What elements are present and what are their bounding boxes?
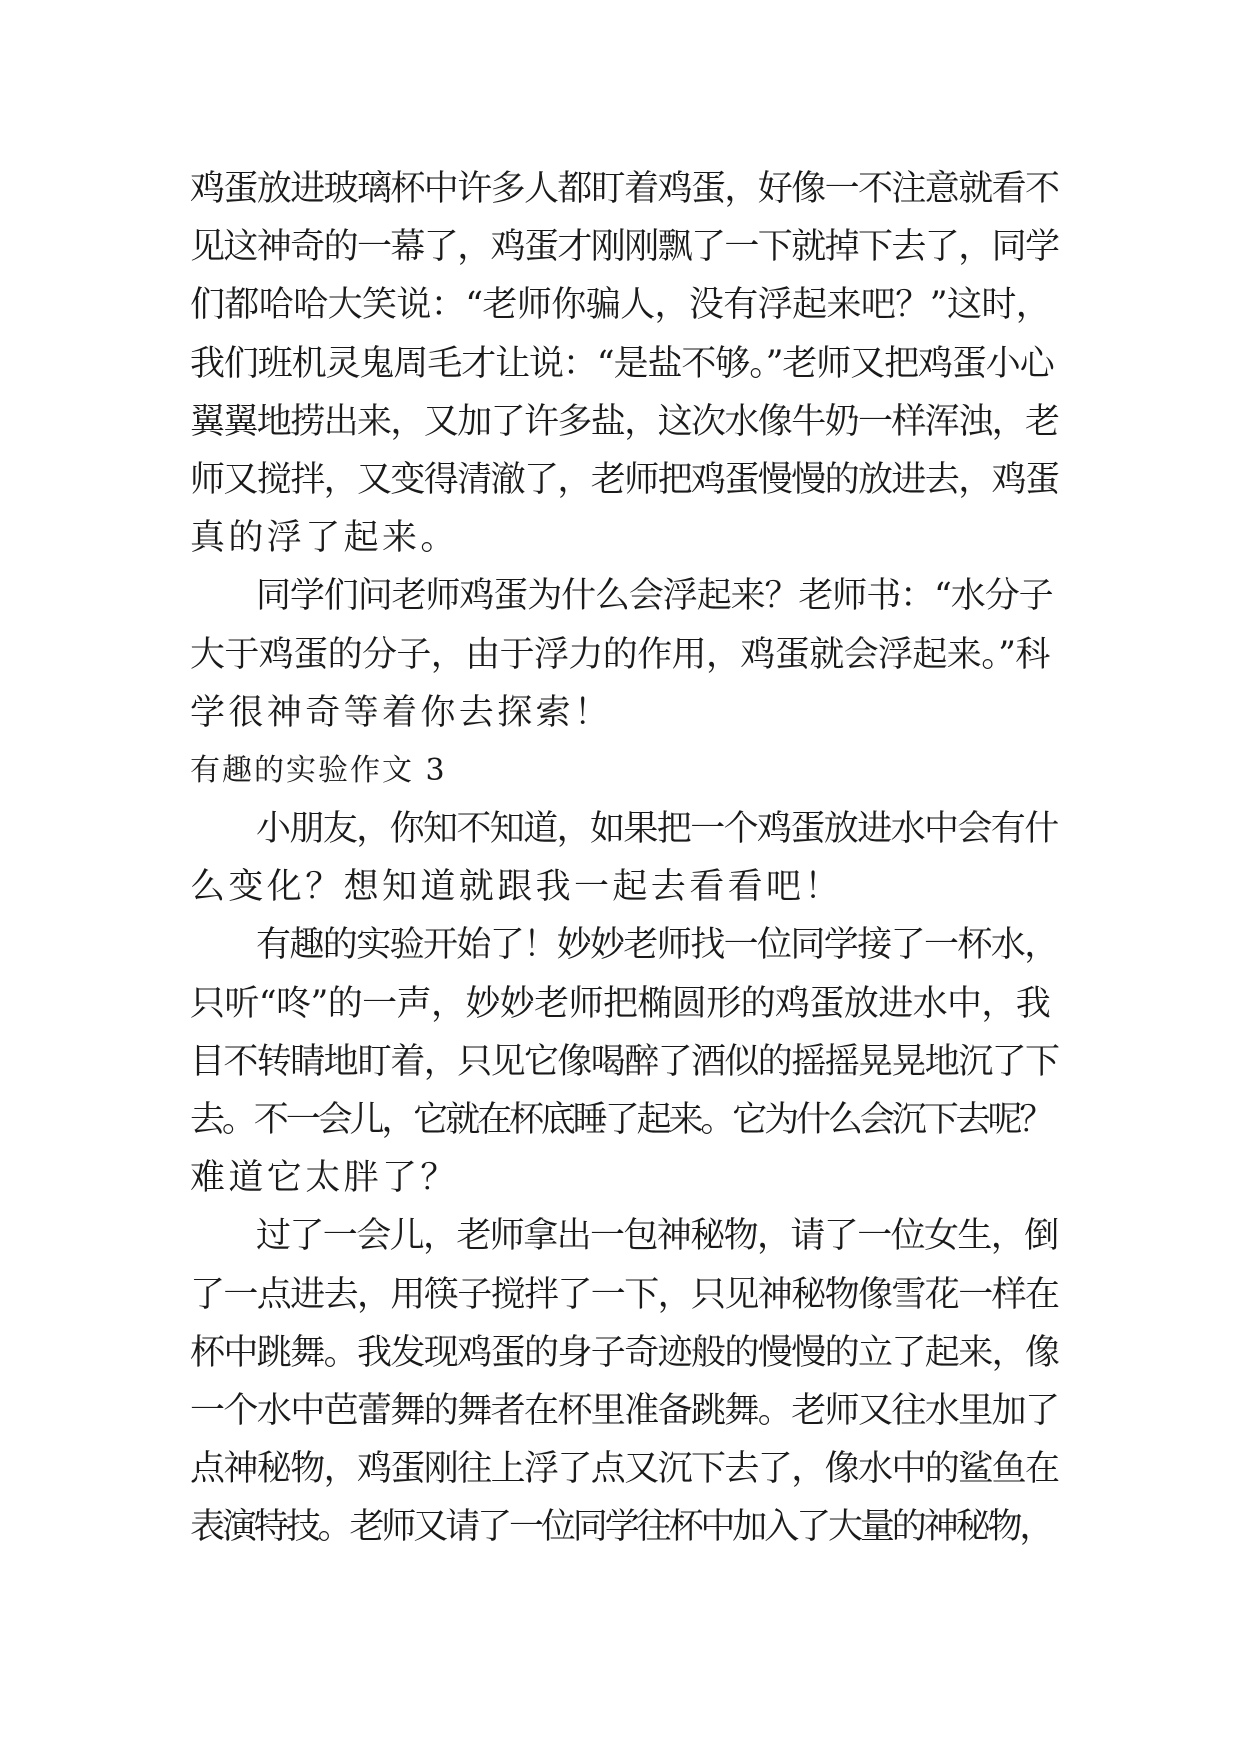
text-line: 小朋友，你知不知道，如果把一个鸡蛋放进水中会有什 xyxy=(256,809,1058,850)
text-line: 点神秘物，鸡蛋刚往上浮了点又沉下去了，像水中的鲨鱼在 xyxy=(190,1449,1059,1490)
text-line: 我们班机灵鬼周毛才让说：“是盐不够。”老师又把鸡蛋小心 xyxy=(190,343,1054,384)
text-line: 了一点进去，用筷子搅拌了一下，只见神秘物像雪花一样在 xyxy=(190,1274,1059,1315)
text-line: 有趣的实验开始了！妙妙老师找一位同学接了一杯水， xyxy=(256,925,1058,966)
text-line: 大于鸡蛋的分子，由于浮力的作用，鸡蛋就会浮起来。”科 xyxy=(190,634,1050,675)
text-line: 过了一会儿，老师拿出一包神秘物，请了一位女生，倒 xyxy=(256,1216,1058,1257)
text-line: 表演特技。老师又请了一位同学往杯中加入了大量的神秘物， xyxy=(190,1507,1052,1548)
text-line: 们都哈哈大笑说：“老师你骗人，没有浮起来吧？”这时， xyxy=(190,285,1051,326)
text-line: 杯中跳舞。我发现鸡蛋的身子奇迹般的慢慢的立了起来，像 xyxy=(190,1332,1059,1373)
section-heading: 有趣的实验作文 3 xyxy=(190,752,447,788)
text-line: 只听“咚”的一声，妙妙老师把椭圆形的鸡蛋放进水中，我 xyxy=(190,983,1051,1024)
text-line: 目不转睛地盯着，只见它像喝醉了酒似的摇摇晃晃地沉了下 xyxy=(190,1041,1059,1082)
text-line: 去。不一会儿，它就在杯底睡了起来。它为什么会沉下去呢？ xyxy=(190,1100,1052,1140)
text-line: 么变化？想知道就跟我一起去看看吧！ xyxy=(190,867,843,908)
text-line: 学很神奇等着你去探索！ xyxy=(190,692,613,733)
text-line: 见这神奇的一幕了，鸡蛋才刚刚飘了一下就掉下去了，同学 xyxy=(190,227,1059,268)
text-line: 鸡蛋放进玻璃杯中许多人都盯着鸡蛋，好像一不注意就看不 xyxy=(190,169,1059,209)
text-line: 师又搅拌，又变得清澈了，老师把鸡蛋慢慢的放进去，鸡蛋 xyxy=(190,459,1059,500)
text-line: 翼翼地捞出来，又加了许多盐，这次水像牛奶一样浑浊，老 xyxy=(190,401,1059,442)
document-body xyxy=(190,160,1060,1557)
text-line: 同学们问老师鸡蛋为什么会浮起来？老师书：“水分子 xyxy=(256,576,1053,617)
text-line: 真的浮了起来。 xyxy=(190,518,459,559)
text-line: 难道它太胖了？ xyxy=(190,1158,459,1199)
text-line: 一个水中芭蕾舞的舞者在杯里准备跳舞。老师又往水里加了 xyxy=(190,1390,1059,1431)
